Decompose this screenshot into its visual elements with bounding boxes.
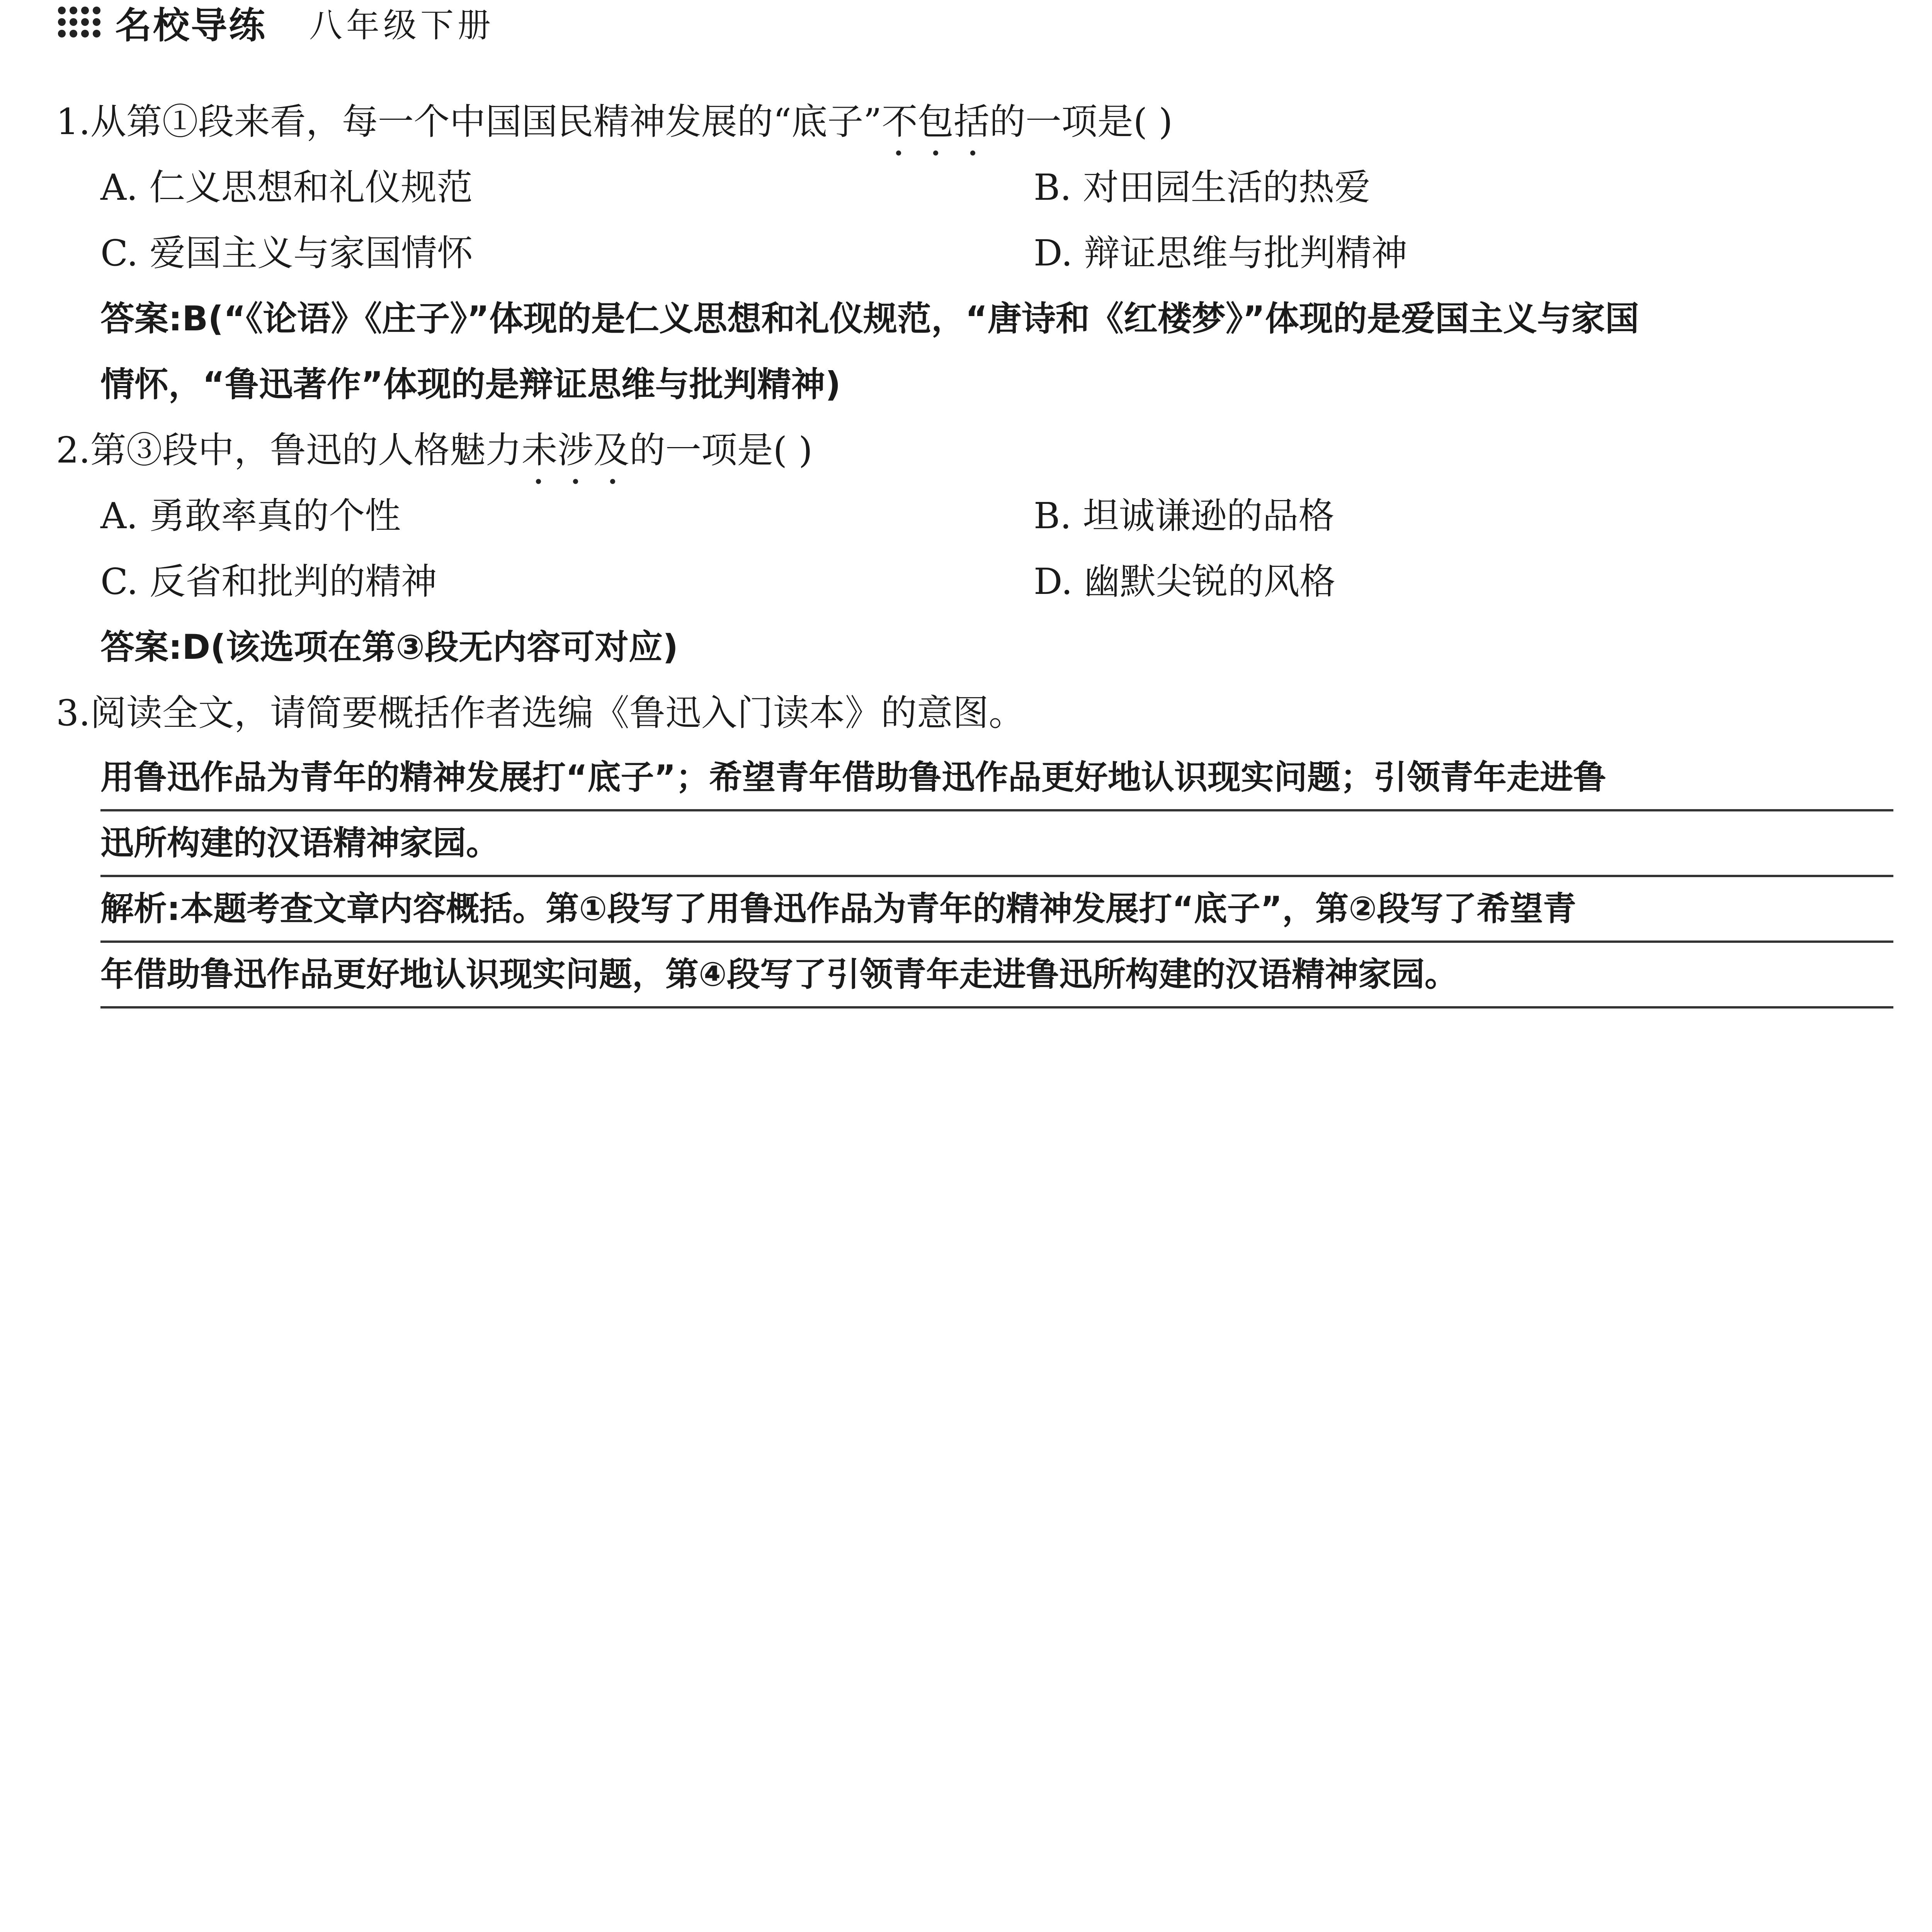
grade-label: 八年级下册: [309, 6, 495, 45]
answer-line: 答案:D(该选项在第③段无内容可对应): [100, 627, 679, 667]
question-2-options: [56, 483, 1895, 614]
brand-title: 名校导练: [115, 5, 267, 47]
option-a: A. 勇敢率真的个性: [100, 495, 401, 537]
question-text: 的一项是( ): [629, 429, 813, 471]
question-text: 第③段中，鲁迅的人格魅力: [90, 429, 522, 471]
answer-line: 情怀，“鲁迅著作”体现的是辩证思维与批判精神): [100, 364, 841, 404]
response-line: 迅所构建的汉语精神家园。: [100, 811, 1893, 877]
question-1-options: [56, 155, 1895, 286]
question-number: 3.: [56, 692, 90, 734]
option-c: C. 反省和批判的精神: [100, 561, 437, 602]
page-header: [58, 0, 495, 47]
option-a: A. 仁义思想和礼仪规范: [100, 167, 473, 208]
question-3-stem: [56, 680, 1895, 746]
dots-logo-icon: [58, 7, 101, 38]
question-text: 从第①段来看，每一个中国国民精神发展的“底子”: [90, 101, 882, 143]
response-line: 年借助鲁迅作品更好地认识现实问题，第④段写了引领青年走进鲁迅所构建的汉语精神家园。: [100, 943, 1893, 1009]
emphasis-text: 不包括: [881, 101, 990, 143]
question-text: 的一项是( ): [989, 101, 1173, 143]
question-2-stem: [56, 417, 1895, 483]
option-b: B. 坦诚谦逊的品格: [1034, 495, 1335, 537]
response-line: 解析:本题考查文章内容概括。第①段写了用鲁迅作品为青年的精神发展打“底子”，第②段写了希望青: [100, 877, 1893, 943]
emphasis-text: 未涉及: [521, 429, 629, 471]
question-3-response: [100, 746, 1895, 1009]
option-b: B. 对田园生活的热爱: [1034, 167, 1371, 208]
question-1-stem: [56, 89, 1895, 155]
option-d: D. 幽默尖锐的风格: [1034, 561, 1336, 602]
option-c: C. 爱国主义与家国情怀: [100, 232, 473, 274]
option-d: D. 辩证思维与批判精神: [1034, 232, 1408, 274]
question-1-answer: [100, 286, 1895, 417]
question-text: 阅读全文，请简要概括作者选编《鲁迅入门读本》的意图。: [90, 692, 1025, 734]
question-number: 1.: [56, 101, 90, 143]
answer-line: 答案:B(“《论语》《庄子》”体现的是仁义思想和礼仪规范，“唐诗和《红楼梦》”体现的是爱国主义与家国: [100, 299, 1639, 338]
question-2-answer: [100, 614, 1895, 680]
question-number: 2.: [56, 429, 90, 471]
content: [56, 89, 1895, 1009]
response-line: 用鲁迅作品为青年的精神发展打“底子”；希望青年借助鲁迅作品更好地认识现实问题；引领青年走进鲁: [100, 746, 1893, 811]
